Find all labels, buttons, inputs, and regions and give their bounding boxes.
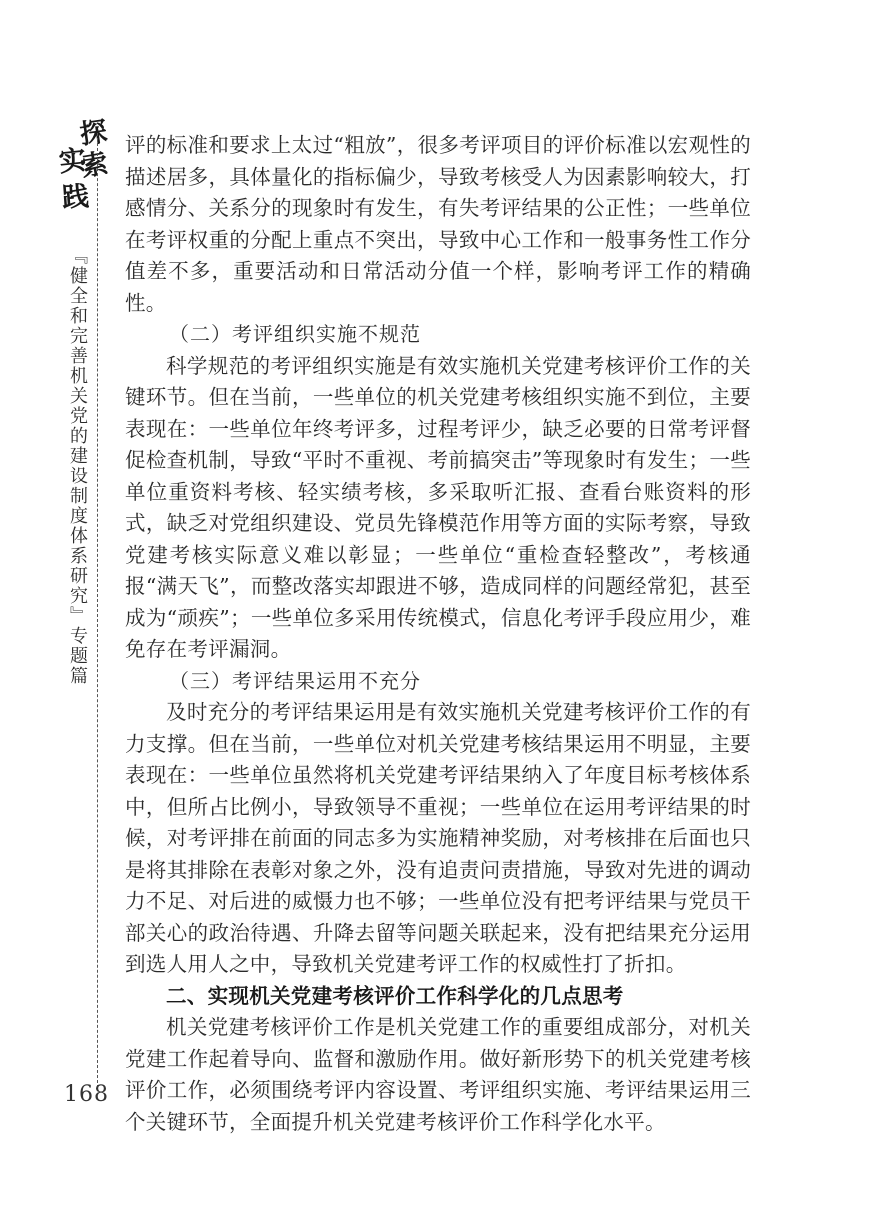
page-number: 168: [64, 1082, 109, 1107]
paragraph-1: 评的标准和要求上太过“粗放”，很多考评项目的评价标准以宏观性的描述居多，具体量化的指标偏少，导致考核受人为因素影响较大，打感情分、关系分的现象时有发生，有失考评结果的公正性；一些单位在考评权重的分配上重点不突出，导致中心工作和一般事务性工作分值差不多，重要活动和日常活动分值一个样，影响考评工作的精确性。: [125, 133, 751, 315]
body-text: [125, 130, 751, 1138]
subheading-3: （三）考评结果运用不充分: [169, 668, 421, 693]
brand-char: 索: [78, 147, 111, 184]
brand-char: 践: [60, 181, 91, 214]
series-title: 『健全和完善机关党的建设制度体系研究』专题篇: [67, 246, 88, 686]
paragraph-3: 及时充分的考评结果运用是有效实施机关党建考核评价工作的有力支撑。但在当前，一些单位对机关党建考核结果运用不明显，主要表现在：一些单位虽然将机关党建考评结果纳入了年度目标考核体系中，但所占比例小，导致领导不重视；一些单位在运用考评结果的时候，对考评排在前面的同志多为实施精神奖励，对考核排在后面也只是将其排除在表彰对象之外，没有追责问责措施，导致对先进的调动力不足、对后进的威慑力也不够；一些单位没有把考评结果与党员干部关心的政治待遇、升降去留等问题关联起来，没有把结果充分运用到选人用人之中，导致机关党建考评工作的权威性打了折扣。: [125, 700, 751, 976]
paragraph-4: 机关党建考核评价工作是机关党建工作的重要组成部分，对机关党建工作起着导向、监督和激励作用。做好新形势下的机关党建考核评价工作，必须围绕考评内容设置、考评组织实施、考评结果运用三个关键环节，全面提升机关党建考核评价工作科学化水平。: [125, 1015, 751, 1134]
brand-char: 实: [57, 144, 88, 179]
margin-divider: [97, 133, 98, 1088]
paragraph-2: 科学规范的考评组织实施是有效实施机关党建考核评价工作的关键环节。但在当前，一些单位的机关党建考核组织实施不到位，主要表现在：一些单位年终考评多，过程考评少，缺乏必要的日常考评督促检查机制，导致“平时不重视、考前搞突击”等现象时有发生；一些单位重资料考核、轻实绩考核，多采取听汇报、查看台账资料的形式，缺乏对党组织建设、党员先锋模范作用等方面的实际考察，导致党建考核实际意义难以彰显；一些单位“重检查轻整改”，考核通报“满天飞”，而整改落实却跟进不够，造成同样的问题经常犯，甚至成为“顽疾”；一些单位多采用传统模式，信息化考评手段应用少，难免存在考评漏洞。: [125, 353, 751, 661]
section-heading: 二、实现机关党建考核评价工作科学化的几点思考: [166, 983, 624, 1008]
brand-char: 探: [77, 116, 110, 151]
subheading-2: （二）考评组织实施不规范: [169, 322, 421, 346]
